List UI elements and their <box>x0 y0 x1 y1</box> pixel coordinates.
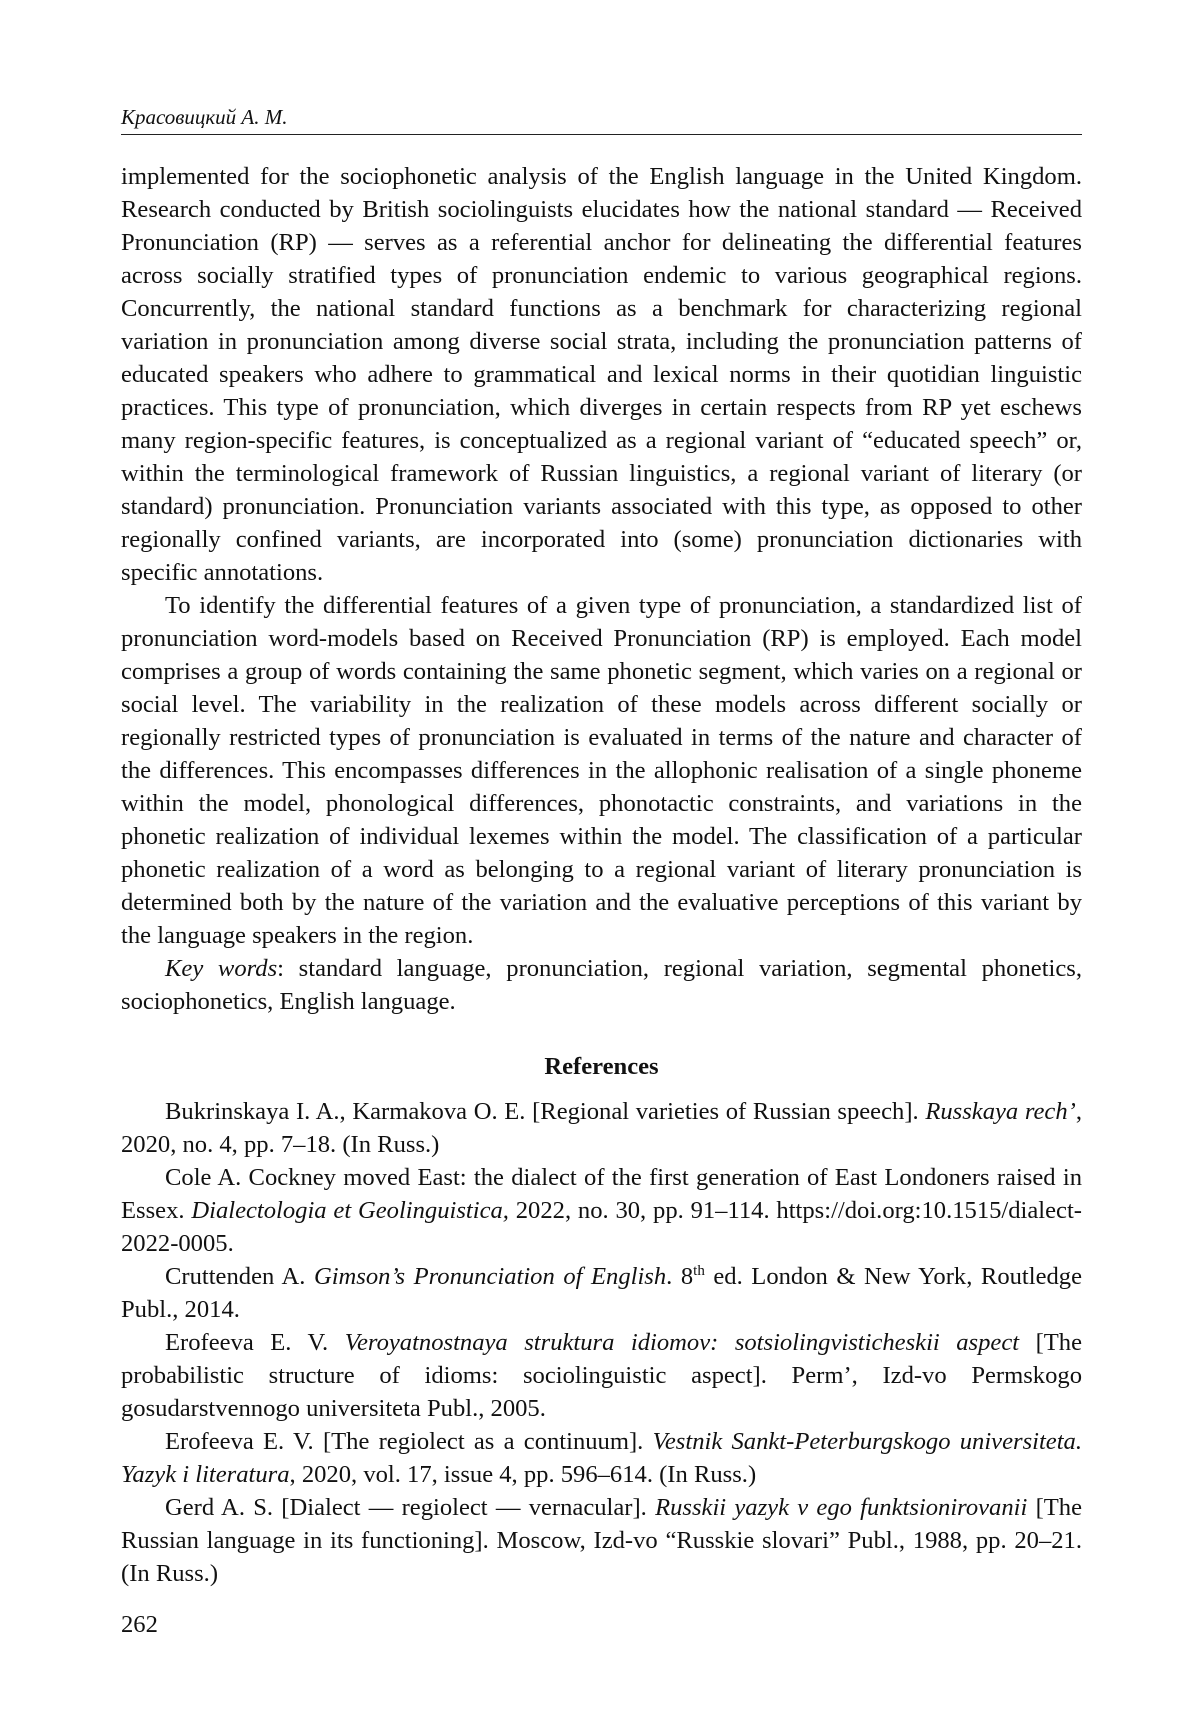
references-list <box>121 1095 1082 1590</box>
reference-item-3 <box>121 1260 1082 1326</box>
reference-item-2 <box>121 1161 1082 1260</box>
header-rule <box>121 134 1082 135</box>
reference-text: [The probabilistic structure of idioms: sociolinguistic aspect]. Perm’, Izd-vo Permskogo gosudarstvennogo universiteta Publ., 2005. <box>121 1329 1082 1422</box>
edition-superscript: th <box>693 1262 705 1279</box>
reference-source-title: Russkii yazyk v ego funktsionirovanii <box>655 1494 1028 1521</box>
reference-text: Gerd A. S. [Dialect — regiolect — vernacular]. <box>165 1494 656 1521</box>
keywords-paragraph <box>121 952 1082 1018</box>
reference-source-title: Russkaya rech’ <box>925 1098 1076 1125</box>
reference-text: Erofeeva E. V. [The regiolect as a continuum]. <box>165 1428 653 1455</box>
reference-text: , 2020, vol. 17, issue 4, pp. 596–614. (In Russ.) <box>289 1461 757 1488</box>
reference-text: ed. London & New York, Routledge Publ., 2014. <box>121 1263 1082 1323</box>
reference-source-title: Vestnik Sankt-Peterburgskogo universiteta. Yazyk i literatura <box>121 1428 1083 1488</box>
reference-text: Erofeeva E. V. <box>165 1329 345 1356</box>
reference-item-4 <box>121 1326 1082 1425</box>
abstract-paragraph-1: implemented for the sociophonetic analysis of the English language in the United Kingdom. Research conducted by British sociolinguists elucidates how the national standard — Received Pronunciation (RP) — serves as a referential anchor for delineating the differential features across socially stratified types of pronunciation endemic to various geographical regions. Concurrently, the national standard functions as a benchmark for characterizing regional variation in pronunciation among diverse social strata, including the pronunciation patterns of educated speakers who adhere to grammatical and lexical norms in their quotidian linguistic practices. This type of pronunciation, which diverges in certain respects from RP yet eschews many region-specific features, is conceptualized as a regional variant of “educated speech” or, within the terminological framework of Russian linguistics, a regional variant of literary (or standard) pronunciation. Pronunciation variants associated with this type, as opposed to other regionally confined variants, are incorporated into (some) pronunciation dictionaries with specific annotations. <box>121 163 1082 586</box>
abstract-paragraph-2: To identify the differential features of a given type of pronunciation, a standardized list of pronunciation word-models based on Received Pronunciation (RP) is employed. Each model comprises a group of words containing the same phonetic segment, which varies on a regional or social level. The variability in the realization of these models across different socially or regionally restricted types of pronunciation is evaluated in terms of the nature and character of the differences. This encompasses differences in the allophonic realisation of a single phoneme within the model, phonological differences, phonotactic constraints, and variations in the phonetic realization of individual lexemes within the model. The classification of a particular phonetic realization of a word as belonging to a regional variant of literary pronunciation is determined both by the nature of the variation and the evaluative perceptions of this variant by the language speakers in the region. <box>121 592 1082 949</box>
reference-text: 2022, no. 30, pp. 91–114. https://doi.org:10.1515/dialect-2022-0005. <box>121 1197 1082 1257</box>
page-number: 262 <box>121 1611 158 1638</box>
reference-text: . 8 <box>666 1263 694 1290</box>
reference-text: Cruttenden A. <box>165 1263 314 1290</box>
reference-item-5 <box>121 1425 1082 1491</box>
keywords-text: : standard language, pronunciation, regional variation, segmental phonetics, sociophonetics, English language. <box>121 955 1082 1015</box>
running-head-author: Красовицкий А. М. <box>121 105 288 129</box>
keywords-label: Key words <box>165 955 278 982</box>
main-text <box>121 160 1082 1590</box>
reference-text: , 2020, no. 4, pp. 7–18. (In Russ.) <box>121 1098 1082 1158</box>
reference-source-title: Dialectologia et Geolinguistica, <box>191 1197 509 1224</box>
reference-item-6 <box>121 1491 1082 1590</box>
reference-source-title: Gimson’s Pronunciation of English <box>313 1263 667 1290</box>
reference-text: Bukrinskaya I. A., Karmakova O. E. [Regional varieties of Russian speech]. <box>165 1098 926 1125</box>
reference-text: [The Russian language in its functioning]. Moscow, Izd-vo “Russkie slovari” Publ., 1988, pp. 20–21. (In Russ.) <box>121 1494 1082 1587</box>
reference-source-title: Veroyatnostnaya struktura idiomov: sotsiolingvisticheskii aspect <box>344 1329 1020 1356</box>
references-heading: References <box>544 1053 659 1080</box>
reference-item-1 <box>121 1095 1082 1161</box>
reference-text: Cole A. Cockney moved East: the dialect of the first generation of East Londoners raised in Essex. <box>121 1164 1082 1224</box>
